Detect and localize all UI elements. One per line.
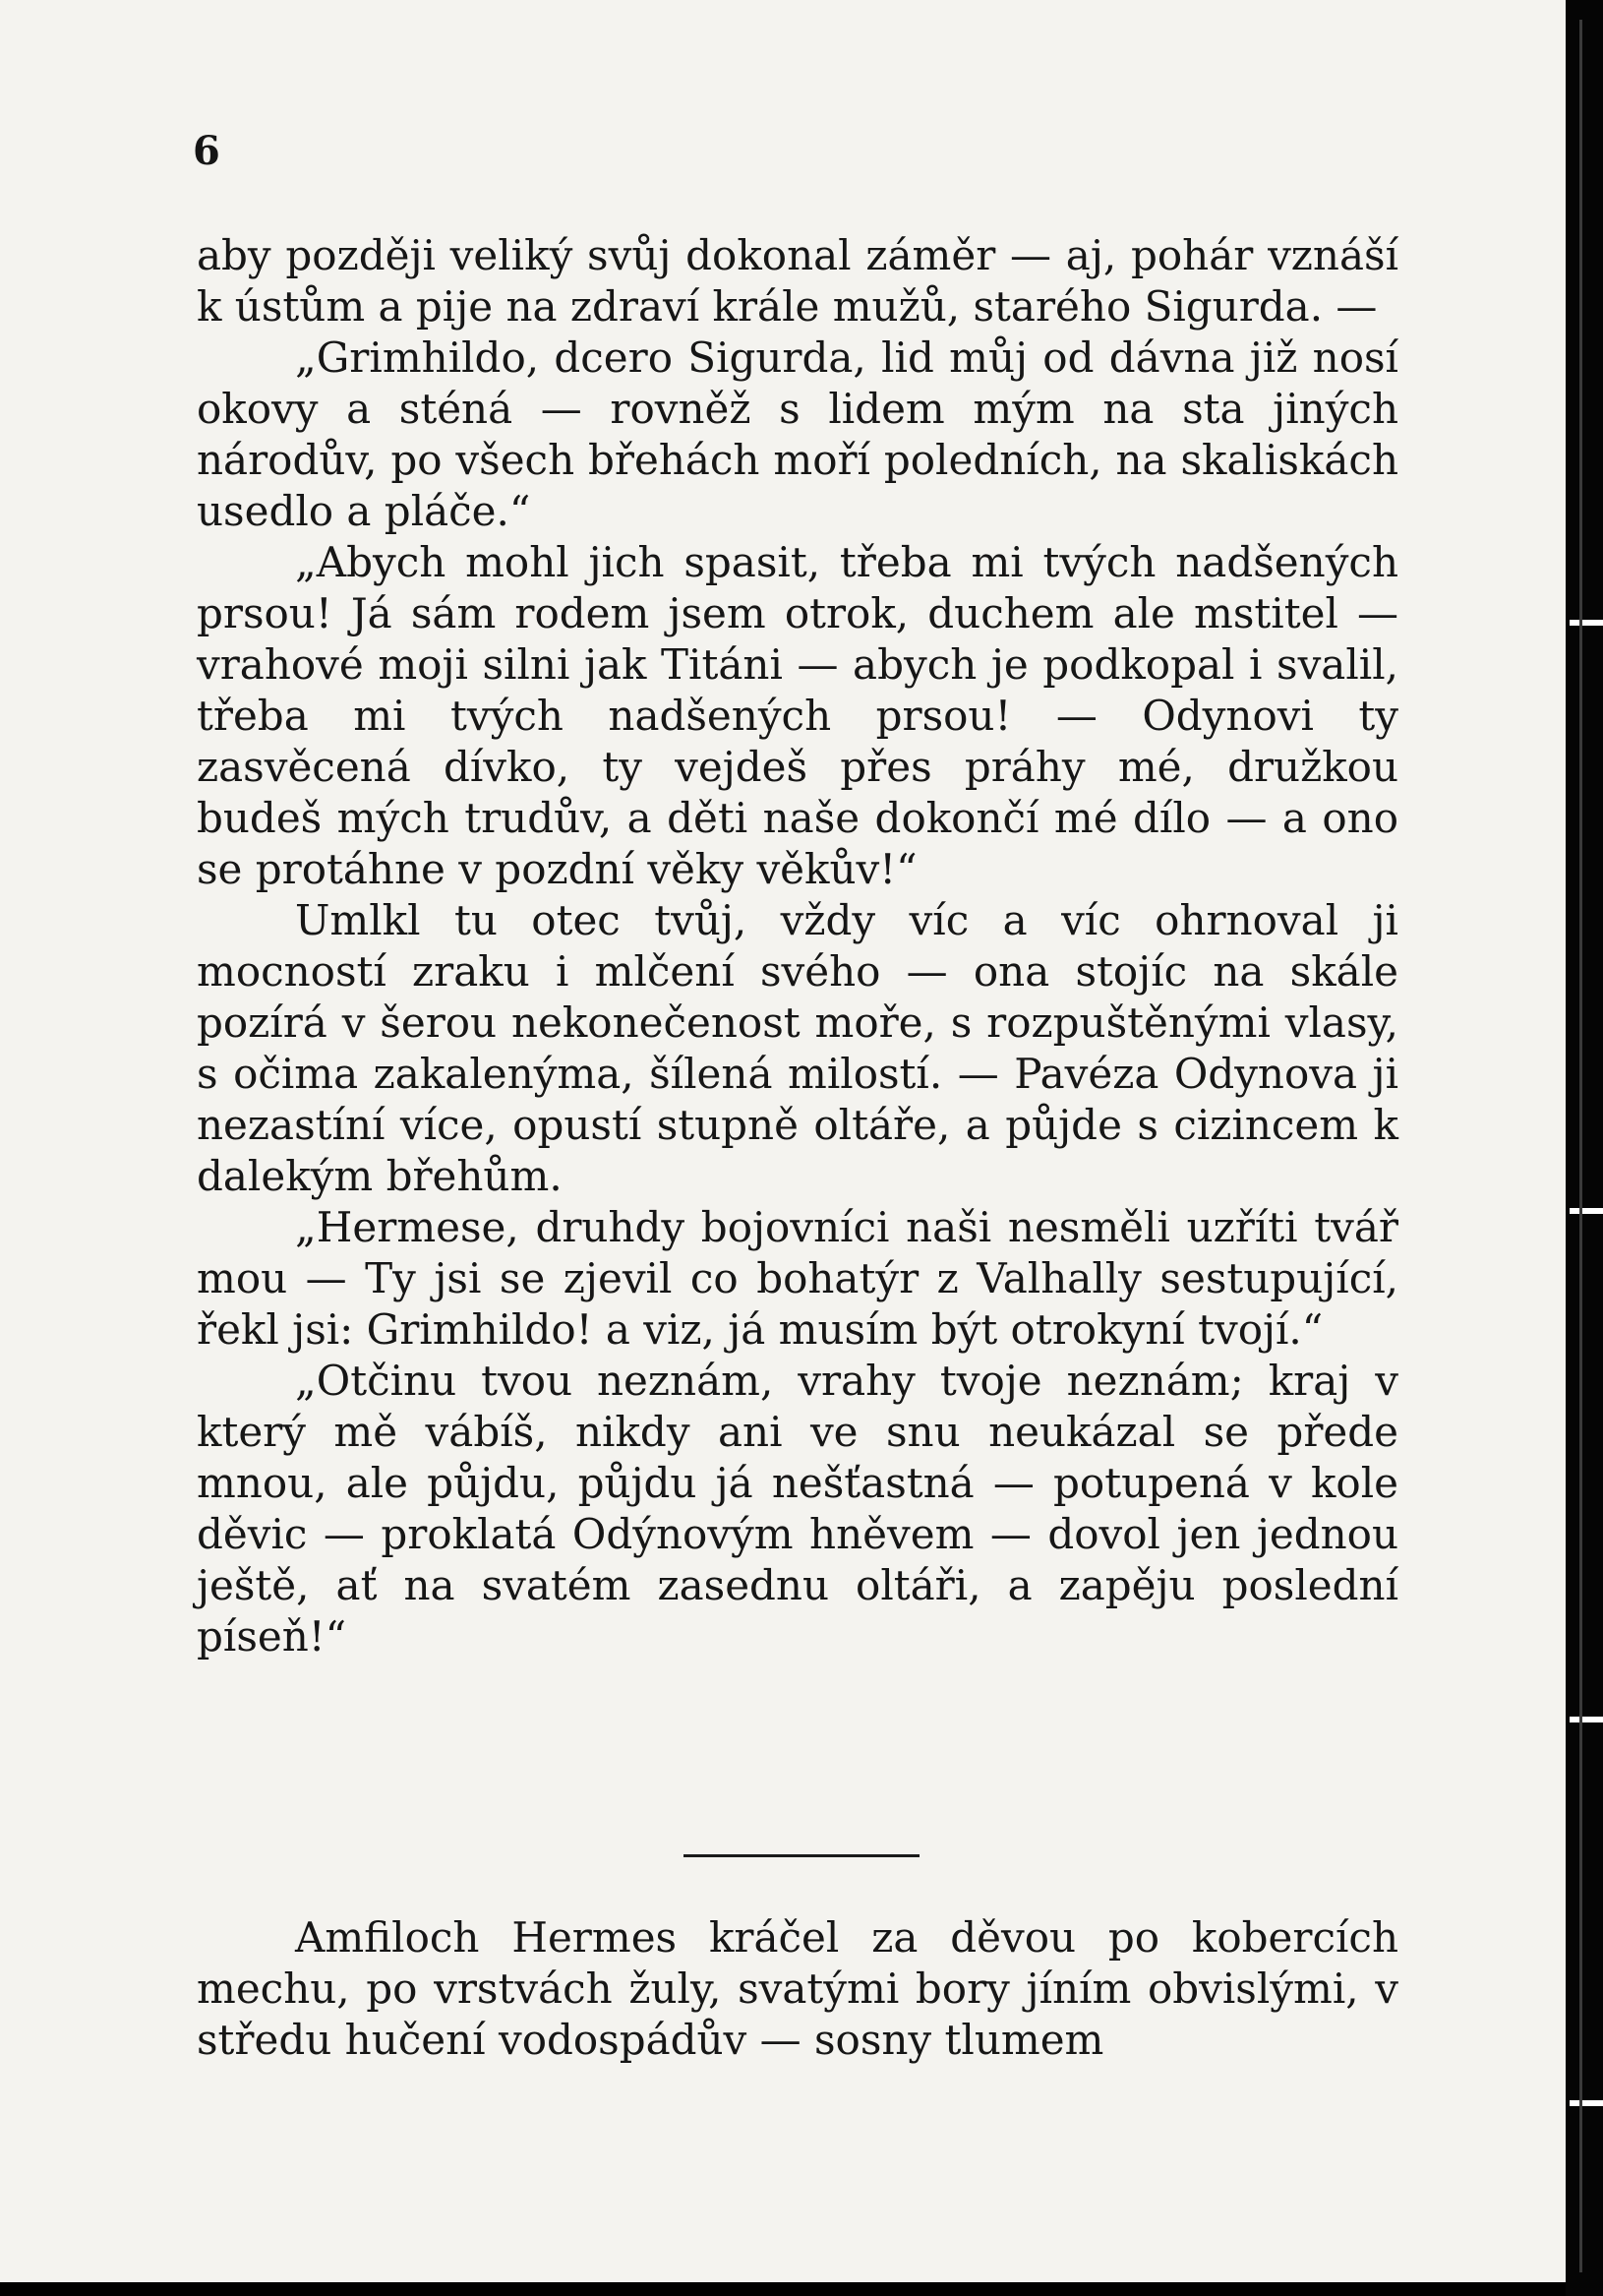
book-binding-edge	[1566, 0, 1603, 2296]
page-number: 6	[193, 128, 220, 174]
main-text-block	[197, 230, 1398, 1662]
section-divider	[683, 1854, 920, 1857]
binding-mark	[1570, 1717, 1603, 1722]
binding-mark	[1570, 1208, 1603, 1214]
binding-line	[1579, 20, 1582, 2272]
page-bottom-edge	[0, 2282, 1566, 2296]
paragraph: „Grimhildo, dcero Sigurda, lid můj od dávna již nosí okovy a sténá — rovněž s lidem mým na sta jiných národův, po všech břehách moří poledních, na skaliskách usedlo a pláče.“	[197, 333, 1398, 535]
paragraph: „Abych mohl jich spasit, třeba mi tvých nadšených prsou! Já sám rodem jsem otrok, duchem ale mstitel — vrahové moji silni jak Titáni — abych je podkopal i svalil, třeba mi tvých nadšených prsou! — Odynovi ty zasvěcená dívko, ty vejdeš přes práhy mé, družkou budeš mých trudův, a děti naše dokončí mé dílo — a ono se protáhne v pozdní věky věkův!“	[197, 538, 1398, 893]
binding-mark	[1570, 2100, 1603, 2106]
paragraph-continuation: aby později veliký svůj dokonal záměr — aj, pohár vznáší k ústům a pije na zdraví krále mužů, starého Sigurda. —	[197, 231, 1398, 331]
paragraph: „Otčinu tvou neznám, vrahy tvoje neznám; kraj v který mě vábíš, nikdy ani ve snu neukázal se přede mnou, ale půjdu, půjdu já nešťastná — potupená v kole děvic — proklatá Odýnovým hněvem — dovol jen jednou ještě, ať na svatém zasednu oltáři, a zapěju poslední píseň!“	[197, 1357, 1398, 1661]
section-text-block	[197, 1912, 1398, 2066]
paragraph: Umlkl tu otec tvůj, vždy víc a víc ohrnoval ji mocností zraku i mlčení svého — ona stojíc na skále pozírá v šerou nekonečenost moře, s rozpuštěnými vlasy, s očima zakalenýma, šílená milostí. — Pavéza Odynova ji nezastíní více, opustí stupně oltáře, a půjde s cizincem k dalekým břehům.	[197, 896, 1398, 1200]
paragraph: „Hermese, druhdy bojovníci naši nesměli uzříti tvář mou — Ty jsi se zjevil co bohatýr z Valhally sestupující, řekl jsi: Grimhildo! a viz, já musím být otrokyní tvojí.“	[197, 1203, 1398, 1354]
paragraph: Amfiloch Hermes kráčel za děvou po kobercích mechu, po vrstvách žuly, svatými bory jíním obvislými, v středu hučení vodospádův — sosny tlumem	[197, 1913, 1398, 2064]
binding-mark	[1570, 620, 1603, 626]
